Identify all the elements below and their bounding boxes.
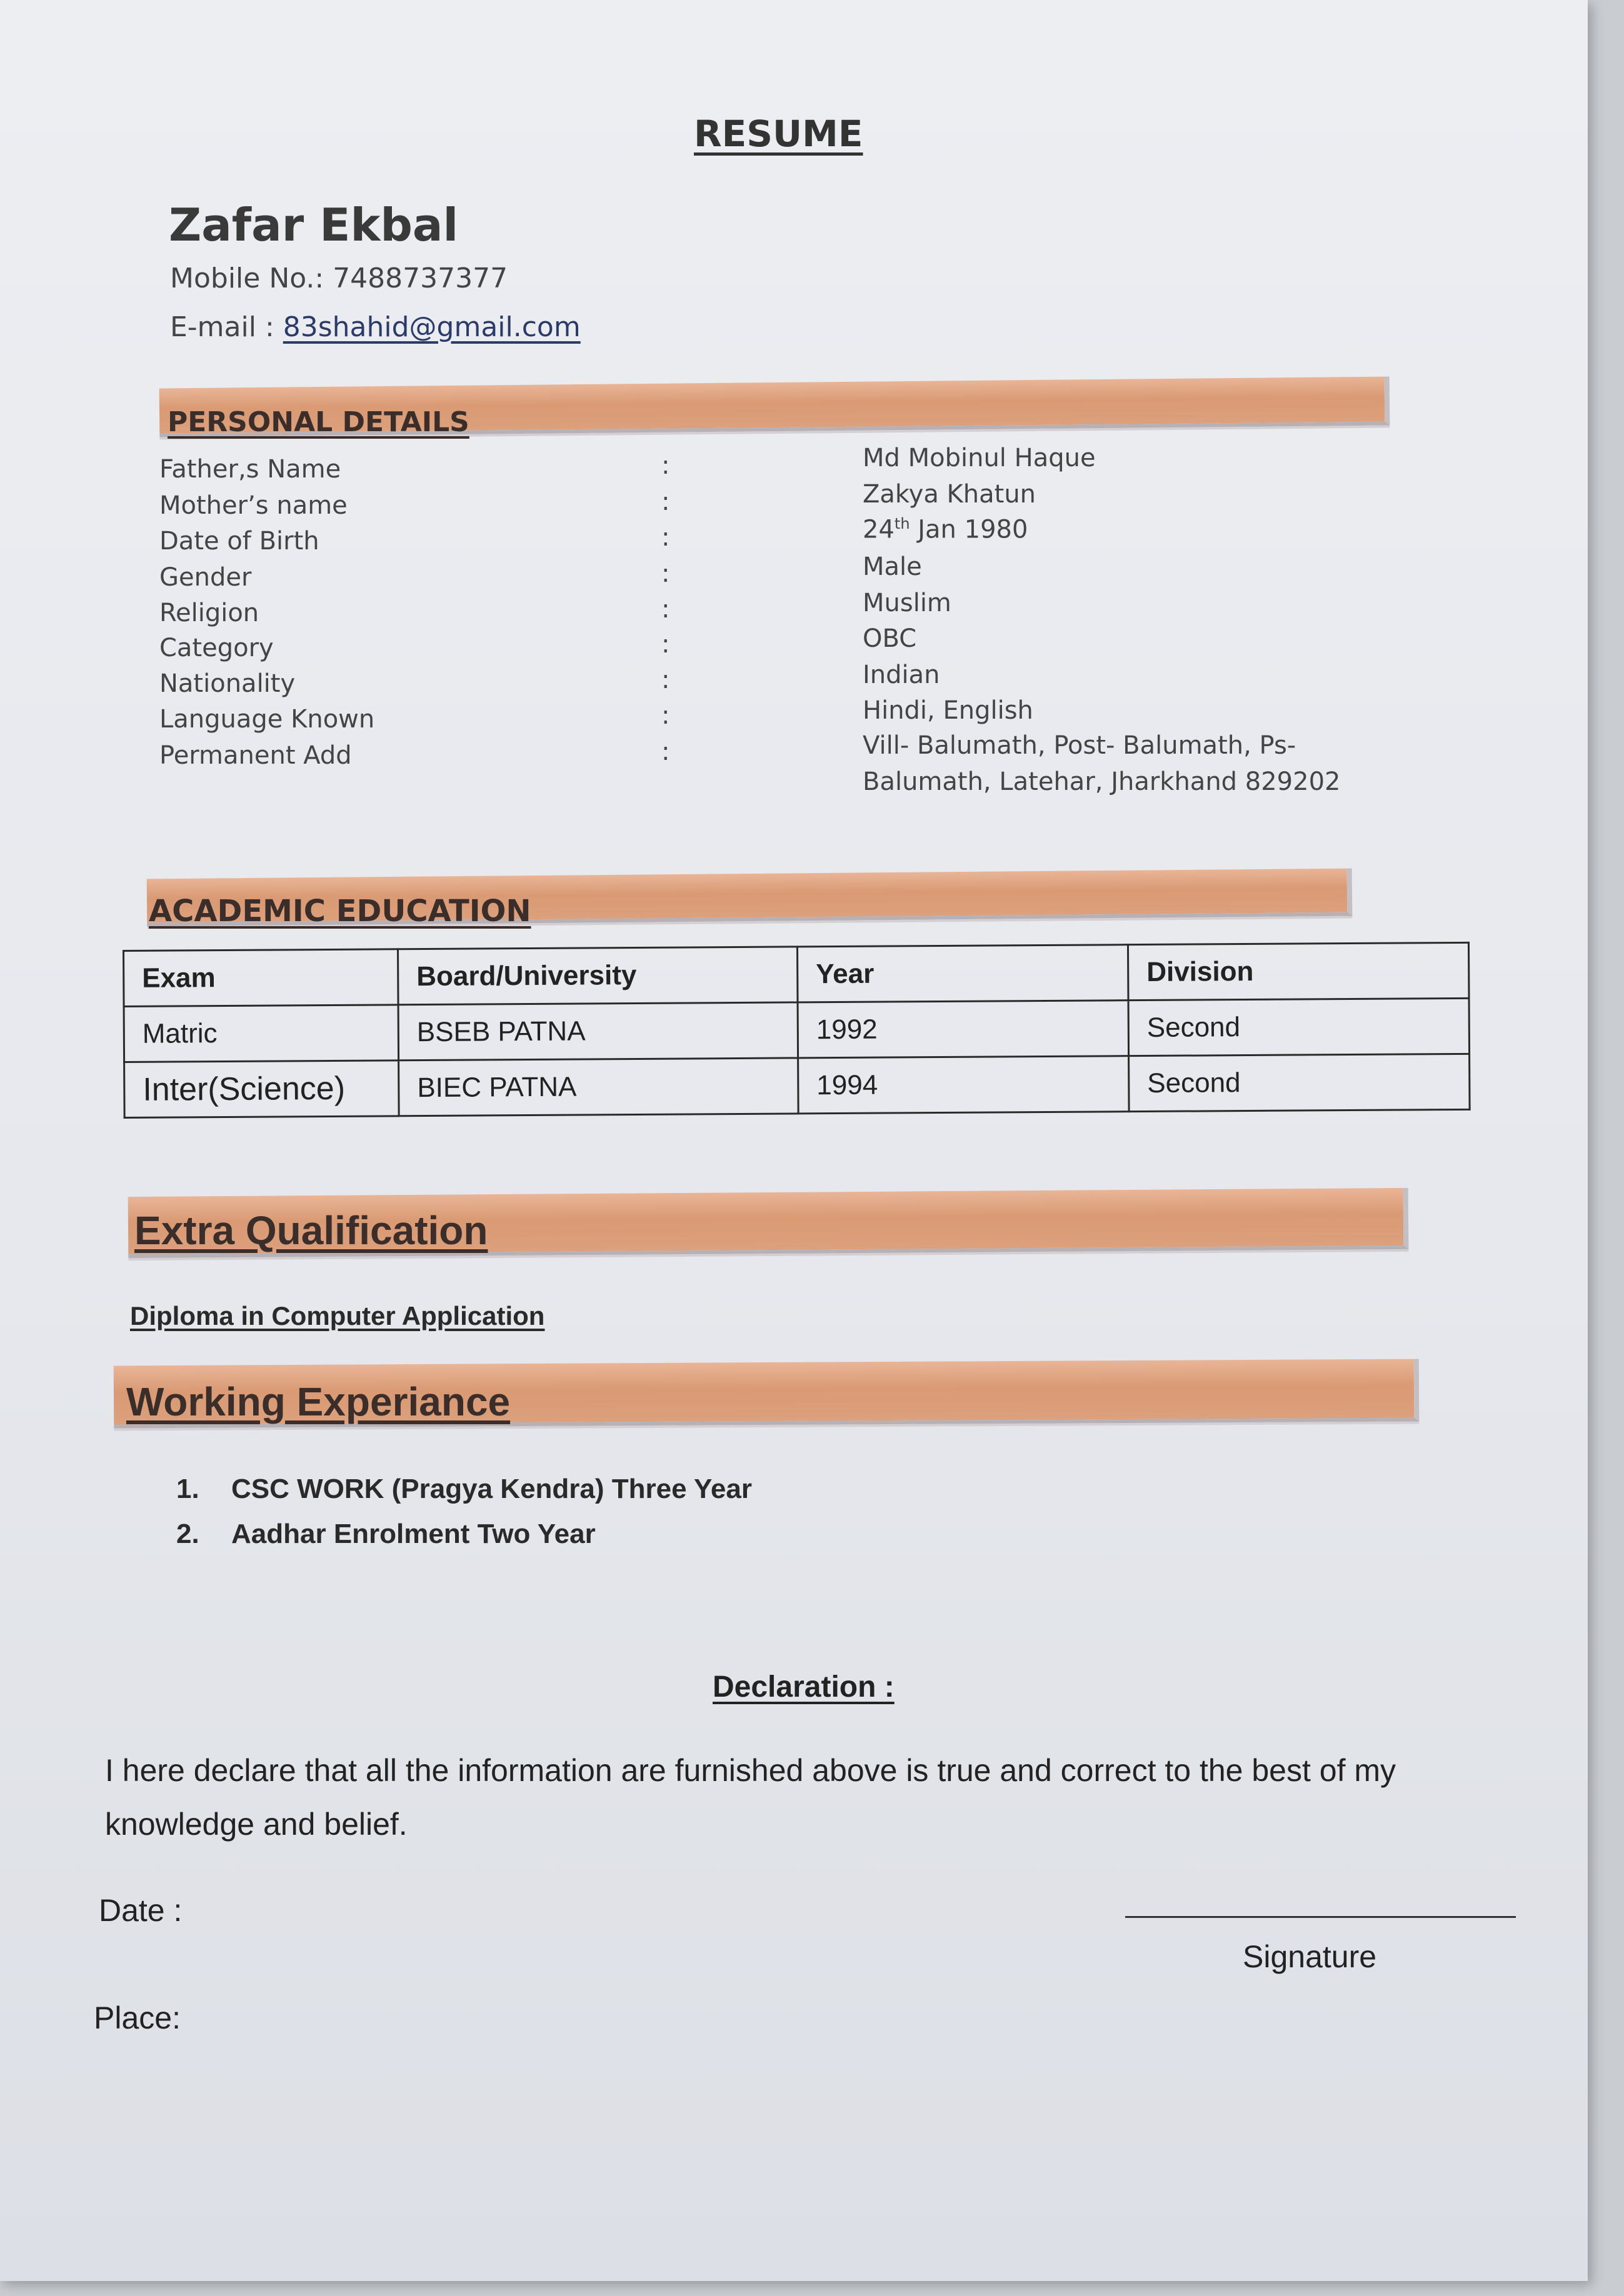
table-cell: BSEB PATNA	[398, 1002, 798, 1061]
pd-colon: :	[661, 666, 670, 694]
pd-value: OBC	[863, 624, 917, 653]
pd-label: Gender	[159, 563, 252, 592]
pd-label: Religion	[159, 599, 259, 627]
item-text: CSC WORK (Pragya Kendra) Three Year	[231, 1474, 752, 1504]
item-text: Aadhar Enrolment Two Year	[231, 1519, 596, 1549]
qualification-heading: Extra Qualification	[134, 1208, 488, 1253]
pd-colon: :	[661, 701, 670, 730]
declaration-heading: Declaration :	[713, 1670, 895, 1704]
table-header-cell: Board/University	[398, 947, 798, 1005]
email-label: E-mail :	[170, 311, 283, 343]
email-line	[170, 311, 581, 343]
dob-suffix: th	[894, 515, 910, 532]
table-cell: Matric	[124, 1005, 399, 1062]
pd-label: Father,s Name	[159, 455, 341, 484]
place-label: Place:	[94, 2000, 181, 2035]
item-number: 1.	[176, 1474, 199, 1504]
table-header-row	[124, 942, 1470, 1006]
table-cell: 1992	[798, 1001, 1129, 1058]
table-header-cell: Year	[797, 945, 1128, 1002]
pd-value: Indian	[863, 661, 940, 689]
date-label: Date :	[99, 1893, 183, 1928]
experience-item	[176, 1474, 752, 1505]
pd-value: Hindi, English	[863, 696, 1033, 725]
email-link[interactable]: 83shahid@gmail.com	[283, 311, 581, 343]
experience-heading: Working Experiance	[126, 1379, 511, 1424]
pd-colon: :	[661, 737, 670, 766]
document-title: RESUME	[694, 112, 863, 155]
table-row	[124, 1054, 1470, 1117]
pd-colon: :	[661, 523, 670, 552]
pd-value: Muslim	[863, 589, 951, 617]
pd-value: Md Mobinul Haque	[863, 444, 1096, 472]
table-row	[124, 998, 1470, 1062]
pd-label: Language Known	[159, 705, 375, 734]
pd-label: Permanent Add	[159, 741, 352, 770]
pd-label: Date of Birth	[159, 527, 319, 556]
dob-rest: Jan 1980	[910, 515, 1028, 544]
pd-value: Vill- Balumath, Post- Balumath, Ps-	[863, 731, 1296, 760]
personal-details-heading: PERSONAL DETAILS	[168, 406, 469, 438]
table-cell: Second	[1129, 1054, 1470, 1111]
table-cell: 1994	[798, 1056, 1130, 1114]
mobile-line	[170, 262, 508, 294]
pd-label: Nationality	[159, 669, 296, 698]
pd-value-dob	[863, 515, 1028, 544]
pd-colon: :	[661, 630, 670, 659]
pd-colon: :	[661, 487, 670, 516]
table-header-cell: Exam	[124, 949, 399, 1007]
dob-day: 24	[863, 515, 895, 544]
pd-label: Category	[159, 634, 274, 662]
table-cell: Inter(Science)	[124, 1061, 399, 1118]
pd-label: Mother’s name	[159, 491, 348, 520]
pd-colon: :	[661, 595, 670, 624]
experience-item	[176, 1519, 596, 1550]
table-cell: Second	[1128, 998, 1470, 1056]
signature-line	[1125, 1916, 1516, 1918]
table-cell: BIEC PATNA	[399, 1058, 799, 1116]
mobile-label: Mobile No.:	[170, 262, 333, 294]
pd-colon: :	[661, 559, 670, 588]
table-header-cell: Division	[1128, 942, 1469, 1000]
education-heading: ACADEMIC EDUCATION	[149, 894, 531, 929]
candidate-name: Zafar Ekbal	[169, 199, 459, 251]
pd-value: Male	[863, 552, 922, 581]
education-table	[123, 942, 1471, 1119]
mobile-number: 7488737377	[333, 262, 508, 294]
item-number: 2.	[176, 1519, 199, 1549]
pd-value-line2: Balumath, Latehar, Jharkhand 829202	[863, 767, 1341, 796]
pd-colon: :	[661, 451, 670, 480]
signature-label: Signature	[1243, 1939, 1377, 1974]
declaration-text: I here declare that all the information are furnished above is true and correct to the best of my knowledge and belief.	[105, 1753, 1396, 1842]
pd-value: Zakya Khatun	[863, 480, 1036, 509]
qualification-item: Diploma in Computer Application	[130, 1301, 545, 1330]
